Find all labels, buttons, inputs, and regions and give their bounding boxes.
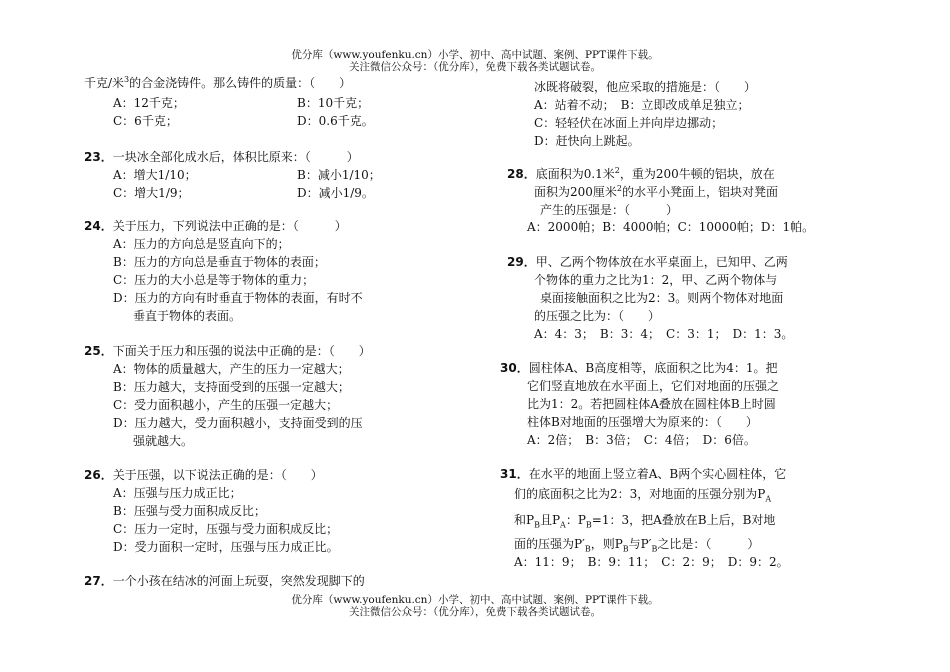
q28-number: 28． bbox=[507, 167, 536, 181]
q29-stem-line-3: 桌面接触面积之比为2：3。则两个物体对地面 bbox=[540, 291, 784, 305]
q27-number: 27． bbox=[84, 574, 113, 588]
q31-stem-line-1: 31．在水平的地面上竖立着A、B两个实心圆柱体，它 bbox=[500, 467, 787, 481]
q24-option-a: A：压力的方向总是竖直向下的； bbox=[113, 237, 290, 251]
q29-number: 29． bbox=[507, 255, 536, 269]
q22-option-c: C：6千克； bbox=[113, 114, 178, 128]
q27-options-ab: A：站着不动； B：立即改成单足独立； bbox=[534, 98, 750, 112]
q22-option-a: A：12千克； bbox=[113, 96, 185, 110]
q31-stem-line-3: 和$P_B$且$P_A$：$P_B=1$：3，把A叠放在B上后，B对地 bbox=[514, 513, 776, 530]
q25-option-a: A：物体的质量越大，产生的压力一定越大； bbox=[113, 362, 350, 376]
q26-number: 26． bbox=[84, 468, 113, 482]
q30-options: A：2倍； B：3倍； C：4倍； D：6倍。 bbox=[527, 433, 756, 447]
q30-stem-line-2: 它们竖直地放在水平面上，它们对地面的压强之 bbox=[527, 379, 780, 393]
header-line-2: 关注微信公众号：（优分库），免费下载各类试题试卷。 bbox=[349, 61, 601, 73]
q25-option-b: B：压力越大，支持面受到的压强一定越大； bbox=[113, 380, 350, 394]
q30-stem-line-4: 柱体B对地面的压强增大为原来的：（ ） bbox=[527, 415, 758, 429]
q28-stem-line-1: 28．底面积为0.1米$^2$，重为200牛顿的铝块，放在 bbox=[507, 166, 775, 181]
q27-continuation: 冰既将破裂，他应采取的措施是：（ ） bbox=[534, 80, 757, 94]
q22-continuation: 千克/米$^3$的合金浇铸件。那么铸件的质量：（ ） bbox=[84, 75, 352, 90]
q27-stem: 27．一个小孩在结冰的河面上玩耍，突然发现脚下的 bbox=[84, 574, 365, 588]
q26-option-b: B：压强与受力面积成反比； bbox=[113, 504, 266, 518]
footer-line-1: 优分库（www.youfenku.cn）小学、初中、高中试题、案例、PPT课件下载。 bbox=[291, 594, 659, 606]
q31-options: A：11：9； B：9：11； C：2：9； D：9：2。 bbox=[514, 555, 789, 569]
q25-option-d: D：压力越大，受力面积越小，支持面受到的压 bbox=[113, 416, 363, 430]
footer-line-2: 关注微信公众号：（优分库），免费下载各类试题试卷。 bbox=[349, 606, 601, 618]
q30-stem-line-3: 比为1：2。若把圆柱体A叠放在圆柱体B上时圆 bbox=[527, 397, 776, 411]
q29-options: A：4：3； B：3：4； C：3：1； D：1：3。 bbox=[534, 327, 794, 341]
q26-option-a: A：压强与压力成正比； bbox=[113, 486, 242, 500]
q31-stem-line-4: 面的压强为$P'_B$，则$P_B$与$P'_B$之比是：（ ） bbox=[514, 537, 760, 554]
q23-option-b: B：减小1/10； bbox=[297, 168, 381, 182]
q26-option-c: C：压力一定时，压强与受力面积成反比； bbox=[113, 522, 339, 536]
q29-stem-line-1: 29．甲、乙两个物体放在水平桌面上，已知甲、乙两 bbox=[507, 255, 788, 269]
q29-stem-line-2: 个物体的重力之比为1：2，甲、乙两个物体与 bbox=[534, 273, 778, 287]
q31-stem-line-2: 们的底面积之比为2：3，对地面的压强分别为$P_A$ bbox=[514, 487, 772, 504]
q25-option-d-cont: 强就越大。 bbox=[133, 434, 194, 448]
q24-option-d-cont: 垂直于物体的表面。 bbox=[133, 309, 242, 323]
q24-option-c: C：压力的大小总是等于物体的重力； bbox=[113, 273, 315, 287]
q28-stem-line-3: 产生的压强是：（ ） bbox=[540, 203, 679, 217]
q31-number: 31． bbox=[500, 467, 529, 481]
q24-option-d: D：压力的方向有时垂直于物体的表面，有时不 bbox=[113, 291, 363, 305]
q26-option-d: D：受力面积一定时，压强与压力成正比。 bbox=[113, 540, 339, 554]
q25-option-c: C：受力面积越小，产生的压强一定越大； bbox=[113, 398, 339, 412]
q24-number: 24． bbox=[84, 219, 113, 233]
q27-option-d: D：赶快向上跳起。 bbox=[534, 134, 640, 148]
q22-option-d: D：0.6千克。 bbox=[297, 114, 374, 128]
q23-stem: 23．一块冰全部化成水后，体积比原来：（ ） bbox=[84, 150, 359, 164]
q24-option-b: B：压力的方向总是垂直于物体的表面； bbox=[113, 255, 326, 269]
q23-option-a: A：增大1/10； bbox=[113, 168, 197, 182]
q23-option-d: D：减小1/9。 bbox=[297, 186, 374, 200]
q23-option-c: C：增大1/9； bbox=[113, 186, 190, 200]
q22-option-b: B：10千克； bbox=[297, 96, 370, 110]
q24-stem: 24．关于压力，下列说法中正确的是：（ ） bbox=[84, 219, 347, 233]
q30-number: 30． bbox=[500, 361, 529, 375]
q29-stem-line-4: 的压强之比为：（ ） bbox=[534, 309, 661, 323]
q26-stem: 26．关于压强，以下说法正确的是：（ ） bbox=[84, 468, 323, 482]
q23-number: 23． bbox=[84, 150, 113, 164]
q25-number: 25． bbox=[84, 344, 113, 358]
header-line-1: 优分库（www.youfenku.cn）小学、初中、高中试题、案例、PPT课件下载。 bbox=[291, 49, 659, 61]
q28-stem-line-2: 面积为200厘米$^2$的水平小凳面上，铝块对凳面 bbox=[534, 184, 779, 199]
q27-option-c: C：轻轻伏在冰面上并向岸边挪动； bbox=[534, 116, 724, 130]
q25-stem: 25．下面关于压力和压强的说法中正确的是：（ ） bbox=[84, 344, 371, 358]
q30-stem-line-1: 30．圆柱体A、B高度相等，底面积之比为4：1。把 bbox=[500, 361, 778, 375]
q28-options: A：2000帕；B：4000帕；C：10000帕；D：1帕。 bbox=[527, 220, 815, 234]
